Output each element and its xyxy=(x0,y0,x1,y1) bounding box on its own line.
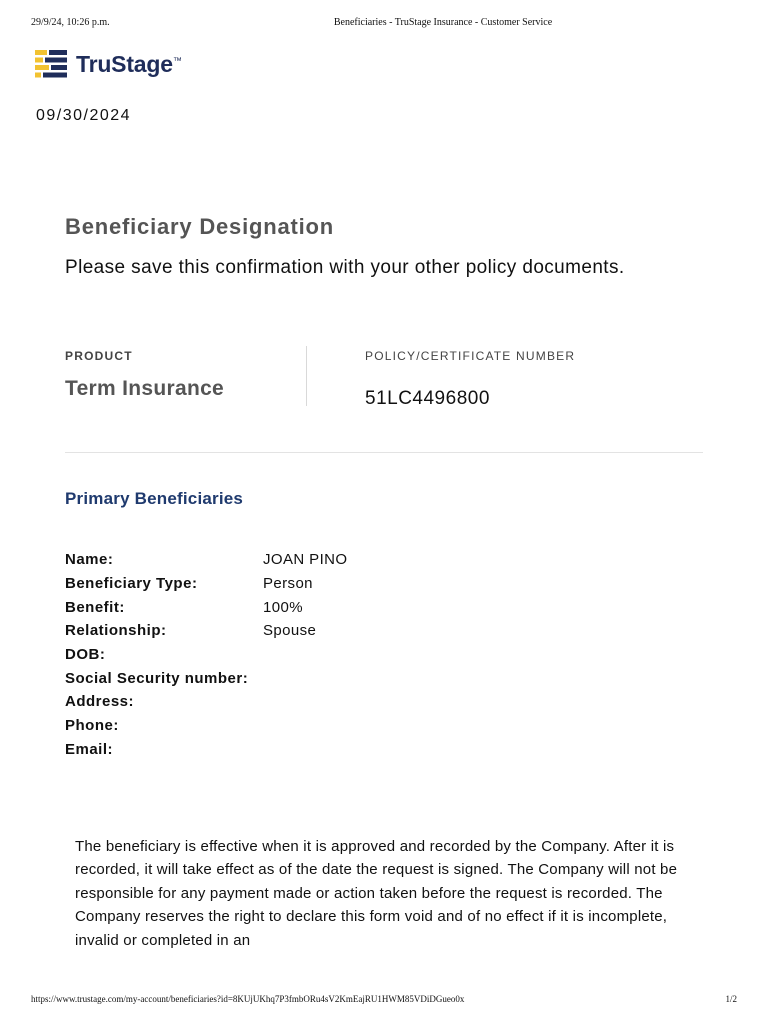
beneficiary-dob-row xyxy=(65,643,665,667)
field-label: Address: xyxy=(65,693,135,711)
trustage-logo-icon xyxy=(35,50,67,78)
field-value: Person xyxy=(263,575,313,593)
document-date: 09/30/2024 xyxy=(36,107,132,124)
disclaimer-text: The beneficiary is effective when it is approved and recorded by the Company. After it is recorded, it will take effect as of the date the request is signed. The Company will not be responsible for any payment made or action taken before the request is recorded. The Company reserves the right to declare this form void and of no effect if it is incomplete, invalid or completed in an xyxy=(75,838,678,949)
product-value: Term Insurance xyxy=(65,377,225,400)
page-subtitle: Please save this confirmation with your other policy documents. xyxy=(65,257,625,278)
beneficiary-name-row xyxy=(65,548,665,572)
print-footer xyxy=(0,994,768,1008)
field-label: Phone: xyxy=(65,717,119,735)
field-value: 100% xyxy=(263,598,303,616)
page-title: Beneficiary Designation xyxy=(65,214,335,239)
beneficiary-relationship-row xyxy=(65,619,665,643)
field-label: Email: xyxy=(65,740,114,758)
field-label: Benefit: xyxy=(65,598,125,616)
product-label: PRODUCT xyxy=(65,349,133,363)
beneficiary-type-row xyxy=(65,572,665,596)
beneficiary-details xyxy=(65,548,665,761)
beneficiary-ssn-row xyxy=(65,666,665,690)
vertical-divider xyxy=(306,346,307,406)
field-label: Name: xyxy=(65,551,114,569)
print-page-title: Beneficiaries - TruStage Insurance - Customer Service xyxy=(333,17,553,28)
section-divider xyxy=(65,452,703,453)
field-label: Beneficiary Type: xyxy=(65,575,198,593)
logo-wordmark: TruStage™ xyxy=(76,50,182,77)
field-label: Social Security number: xyxy=(65,669,249,687)
print-datetime: 29/9/24, 10:26 p.m. xyxy=(31,17,110,28)
beneficiary-email-row xyxy=(65,738,665,762)
field-label: Relationship: xyxy=(65,622,167,640)
trustage-logo[interactable] xyxy=(35,49,182,79)
primary-beneficiaries-title: Primary Beneficiaries xyxy=(65,489,244,508)
policy-number-value: 51LC4496800 xyxy=(365,388,490,409)
print-url: https://www.trustage.com/my-account/beneficiaries?id=8KUjUKhq7P3fmbORu4sV2KmEajRU1HWM85VDiDGueo0x xyxy=(31,994,465,1004)
field-value: Spouse xyxy=(263,622,317,640)
field-value: JOAN PINO xyxy=(263,551,348,569)
print-header xyxy=(0,17,768,31)
beneficiary-benefit-row xyxy=(65,595,665,619)
policy-number-label: POLICY/CERTIFICATE NUMBER xyxy=(365,349,576,363)
beneficiary-address-row xyxy=(65,690,665,714)
field-label: DOB: xyxy=(65,646,106,664)
beneficiary-phone-row xyxy=(65,714,665,738)
print-page-number: 1/2 xyxy=(725,994,737,1004)
